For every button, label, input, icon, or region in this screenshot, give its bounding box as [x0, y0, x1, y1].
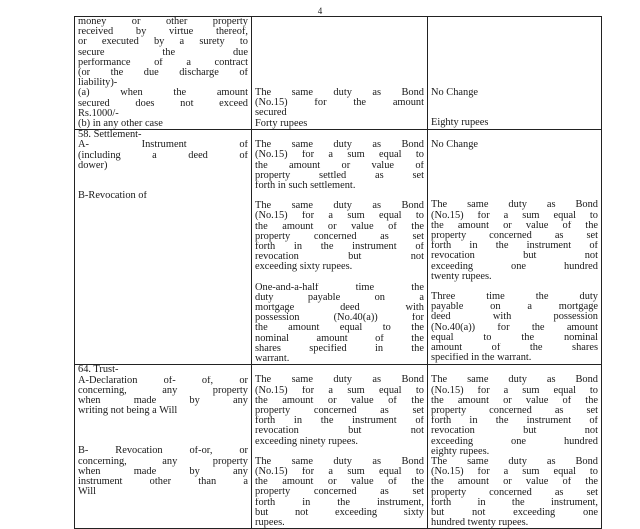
- text-line: (including a deed of: [78, 150, 248, 161]
- text-line: exceeding one hundred: [431, 436, 598, 447]
- text-line: twenty rupees.: [431, 271, 492, 282]
- text-line: Eighty rupees: [431, 118, 489, 129]
- text-line: the amount or value of the: [255, 221, 424, 232]
- text-line: forth in the instrument of: [255, 416, 424, 427]
- description-cell: [75, 365, 252, 529]
- text-line: but not exceeding one: [431, 507, 598, 518]
- proposed-duty-cell: [428, 365, 602, 529]
- text-line: payable on a mortgage: [431, 302, 598, 313]
- text-line: A- Instrument of: [78, 140, 248, 151]
- text-line: dower): [78, 160, 108, 171]
- text-line: No Change: [431, 88, 479, 98]
- text-line: rupees.: [255, 517, 285, 528]
- text-line: Rs.1000/-: [78, 108, 119, 119]
- text-line: (No.15) for a sum equal to: [431, 385, 598, 396]
- text-line: The same duty as Bond: [255, 375, 424, 386]
- text-line: performance of a contract: [78, 57, 248, 68]
- page-number: 4: [317, 6, 323, 16]
- text-line: Three time the duty: [431, 292, 598, 303]
- text-line: instrument other than a: [78, 476, 248, 487]
- text-line: (No.15) for a sum equal to: [431, 467, 598, 478]
- proposed-duty-cell: [428, 17, 602, 130]
- text-line: revocation but not: [431, 251, 598, 262]
- text-line: or executed by a surety to: [78, 37, 248, 48]
- text-line: secure the due: [78, 47, 248, 58]
- text-line: (No.15) for the amount: [255, 98, 424, 109]
- text-line: possession (No.40(a)) for: [255, 313, 424, 324]
- text-line: shares specified in the: [255, 343, 424, 354]
- text-line: The same duty as Bond: [255, 456, 424, 467]
- text-line: (No.15) for a sum equal to: [255, 211, 424, 222]
- text-line: property settled as set: [255, 170, 424, 181]
- text-line: secured does not exceed: [78, 98, 248, 109]
- text-line: B-Revocation of: [78, 191, 147, 202]
- text-line: the amount or value of the: [255, 477, 424, 488]
- text-line: equal to the nominal: [431, 332, 598, 343]
- text-line: amount of the shares: [431, 343, 598, 354]
- existing-duty-cell: [252, 365, 428, 529]
- text-line: liability)-: [78, 78, 118, 89]
- text-line: deed with possession: [431, 312, 598, 323]
- text-line: property concerned as set: [255, 405, 424, 416]
- text-line: The same duty as Bond: [431, 375, 598, 386]
- text-line: forth in such settlement.: [255, 181, 356, 192]
- text-line: forth in the instrument,: [431, 497, 598, 508]
- text-line: the amount or value of the: [255, 395, 424, 406]
- text-line: forth in the instrument,: [255, 497, 424, 508]
- stamp-duty-table: [74, 16, 602, 529]
- text-line: exceeding one hundred: [431, 261, 598, 272]
- text-line: (No.15) for a sum equal to: [255, 150, 424, 161]
- proposed-duty-cell: [428, 130, 602, 365]
- text-line: eighty rupees.: [431, 446, 490, 457]
- text-line: 58. Settlement-: [78, 130, 142, 141]
- text-line: writing not being a Will: [78, 406, 178, 417]
- text-line: The same duty as Bond: [431, 456, 598, 467]
- text-line: specified in the warrant.: [431, 353, 532, 364]
- table-row: [75, 17, 602, 130]
- text-line: property concerned as set: [431, 231, 598, 242]
- text-line: revocation but not: [431, 426, 598, 437]
- text-line: but not exceeding sixty: [255, 507, 424, 518]
- existing-duty-cell: [252, 130, 428, 365]
- text-line: revocation but not: [255, 252, 424, 263]
- text-line: The same duty as Bond: [431, 200, 598, 211]
- text-line: concerning, any property: [78, 385, 248, 396]
- text-line: the amount equal to the: [255, 323, 424, 334]
- text-line: revocation but not: [255, 426, 424, 437]
- text-line: Will: [78, 487, 97, 498]
- table-row: [75, 130, 602, 365]
- text-line: (No.15) for a sum equal to: [255, 466, 424, 477]
- text-line: The same duty as Bond: [255, 88, 424, 98]
- text-line: the amount or value of the: [431, 395, 598, 406]
- text-line: duty payable on a: [255, 292, 424, 303]
- text-line: mortgage deed with: [255, 303, 424, 314]
- text-line: exceeding ninety rupees.: [255, 436, 358, 447]
- text-line: Forty rupees: [255, 118, 308, 129]
- text-line: property concerned as set: [255, 231, 424, 242]
- text-line: warrant.: [255, 354, 290, 365]
- text-line: secured: [255, 108, 287, 119]
- text-line: (or the due discharge of: [78, 68, 248, 79]
- text-line: money or other property: [78, 17, 248, 27]
- text-line: forth in the instrument of: [431, 416, 598, 427]
- text-line: B- Revocation of-or, or: [78, 446, 248, 457]
- text-line: concerning, any property: [78, 456, 248, 467]
- text-line: the amount or value of the: [431, 477, 598, 488]
- text-line: One-and-a-half time the: [255, 282, 424, 293]
- table-row: [75, 365, 602, 529]
- text-line: (No.15) for a sum equal to: [431, 210, 598, 221]
- text-line: (a) when the amount: [78, 88, 248, 99]
- text-line: when made by any: [78, 466, 248, 477]
- description-cell: [75, 17, 252, 130]
- text-line: A-Declaration of- of, or: [78, 375, 248, 386]
- text-line: forth in the instrument of: [255, 242, 424, 253]
- text-line: 64. Trust-: [78, 365, 119, 376]
- text-line: property concerned as set: [431, 487, 598, 498]
- text-line: (b) in any other case: [78, 119, 163, 130]
- text-line: the amount or value of: [255, 160, 424, 171]
- text-line: forth in the instrument of: [431, 241, 598, 252]
- text-line: hundred twenty rupees.: [431, 518, 529, 529]
- text-line: the amount or value of the: [431, 220, 598, 231]
- text-line: received by virtue thereof,: [78, 27, 248, 38]
- text-line: property concerned as set: [255, 487, 424, 498]
- text-line: No Change: [431, 140, 479, 151]
- existing-duty-cell: [252, 17, 428, 130]
- text-line: exceeding sixty rupees.: [255, 262, 353, 273]
- text-line: nominal amount of the: [255, 333, 424, 344]
- description-cell: [75, 130, 252, 365]
- text-line: (No.40(a)) for the amount: [431, 322, 598, 333]
- text-line: property concerned as set: [431, 405, 598, 416]
- text-line: The same duty as Bond: [255, 140, 424, 151]
- text-line: The same duty as Bond: [255, 201, 424, 212]
- text-line: when made by any: [78, 395, 248, 406]
- text-line: (No.15) for a sum equal to: [255, 385, 424, 396]
